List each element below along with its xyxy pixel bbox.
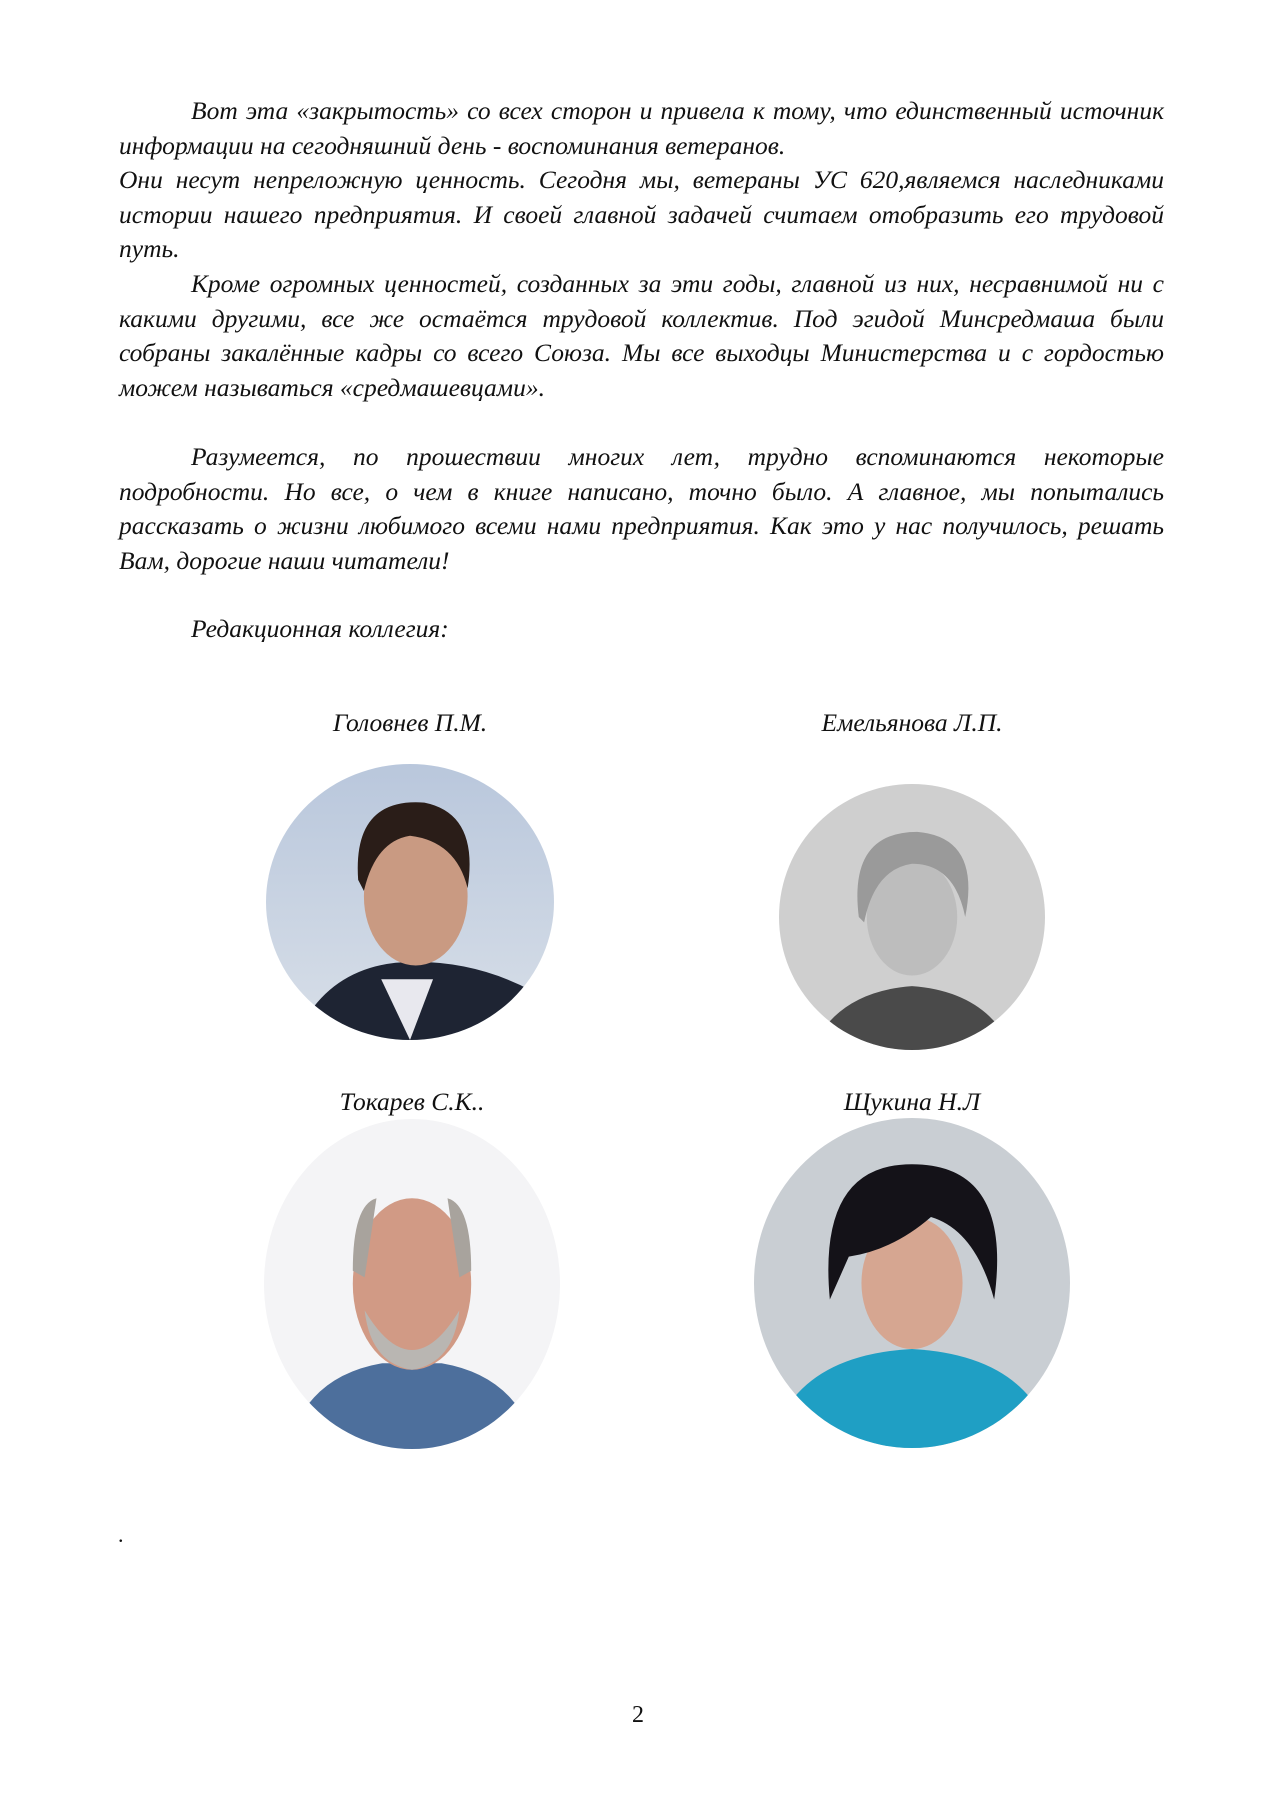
paragraph-4: Разумеется, по прошествии многих лет, трудно вспоминаются некоторые подробности. Но все, о чем в книге написано, точно было. А главное, мы попытались рассказать о жизни любимого всеми нами предприятия. Как это у нас получилось, решать Вам, дорогие наши читатели! <box>119 441 1164 575</box>
member-name-golovnev: Головнев П.М. <box>332 708 488 737</box>
portrait-tokarev <box>264 1119 560 1449</box>
paragraph-2: Они несут непреложную ценность. Сегодня мы, ветераны УС 620,являемся наследниками истории нашего предприятия. И своей главной задачей считаем отобразить его трудовой путь. <box>119 165 1164 264</box>
member-name-emelyanova: Емельянова Л.П. <box>821 708 1003 737</box>
body-text <box>119 94 1164 647</box>
portrait-shchukina <box>754 1118 1070 1448</box>
paragraph-1: Вот эта «закрытость» со всех сторон и привела к тому, что единственный источник информации на сегодняшний день - воспоминания ветеранов. <box>119 96 1164 160</box>
paragraph-3: Кроме огромных ценностей, созданных за эти годы, главной из них, несравнимой ни с какими другими, все же остаётся трудовой коллектив. Под эгидой Минсредмаша были собраны закалённые кадры со всего Союза. Мы все выходцы Министерства и с гордостью можем называться «средмашевцами». <box>119 268 1164 402</box>
stray-mark: . <box>118 1522 124 1547</box>
member-name-shchukina: Щукина Н.Л <box>843 1087 981 1116</box>
portrait-emelyanova <box>779 784 1045 1050</box>
member-name-tokarev: Токарев С.К.. <box>339 1087 485 1116</box>
editorial-board-label: Редакционная коллегия: <box>191 613 449 643</box>
portrait-golovnev <box>266 764 554 1040</box>
page-number: 2 <box>632 1702 644 1728</box>
